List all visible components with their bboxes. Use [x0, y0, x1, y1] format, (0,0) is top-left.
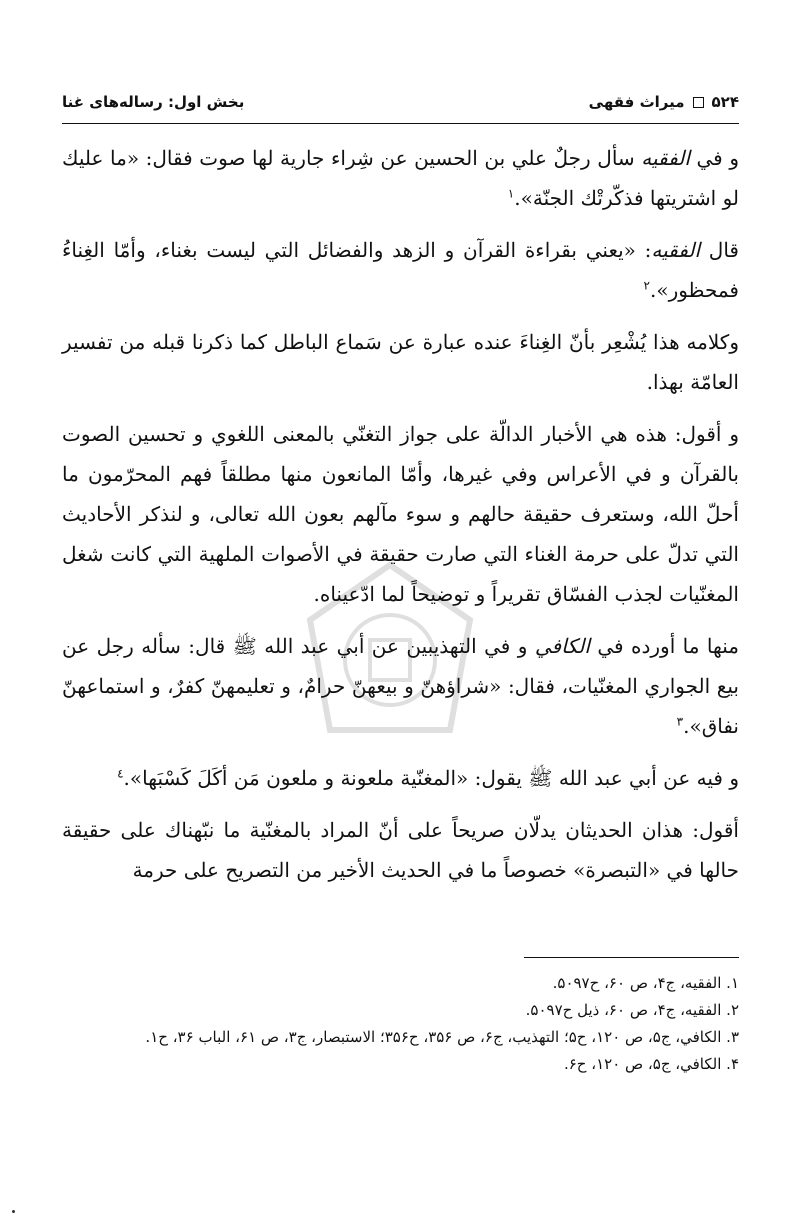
paragraph-3: وكلامه هذا يُشْعِر بأنّ الغِناءَ عنده عبارة عن سَماع الباطل كما ذكرنا قبله من تفسير العامّة بهذا. — [62, 330, 739, 394]
footnote-ref: ١ — [507, 186, 515, 201]
running-header — [62, 88, 739, 116]
paragraph-2: قال الفقيه: «يعني بقراءة القرآن و الزهد والفضائل التي ليست بغناء، وأمّا الغِناءُ فمحظور».$^٢$ — [62, 238, 739, 302]
paragraph-5: منها ما أورده في الكافي و في التهذيبين عن أبي عبد الله ﷺ قال: سأله رجل عن بيع الجواري المغنّيات، فقال: «شراؤهنّ و بيعهنّ حرامٌ، و تعليمهنّ كفرٌ، و استماعهنّ نفاق».$^٣$ — [62, 634, 739, 738]
footnote-4: ۴. الكافي، ج۵، ص ۱۲۰، ح۶. — [563, 1055, 739, 1073]
footnote-ref: ٣ — [676, 714, 684, 729]
footnote-1: ١. الفقيه، ج۴، ص ۶۰، ح۵۰۹۷. — [552, 974, 739, 992]
footnote-2: ٢. الفقيه، ج۴، ص ۶۰، ذيل ح۵۰۹۷. — [525, 1001, 739, 1019]
footnote-ref: ٤ — [117, 766, 124, 781]
paragraph-4: و أقول: هذه هي الأخبار الدالّة على جواز التغنّي بالمعنى اللغوي و تحسين الصوت بالقرآن و في الأعراس وفي غيرها، وأمّا المانعون منها مطلقاً فهم المحرّمون ما أحلّ الله، وستعرف حقيقة حالهم و سوء مآلهم بعون الله تعالى، و لنذكر الأحاديث التي تدلّ على حرمة الغناء التي صارت حقيقة في الأصوات الملهية التي كانت شغل المغنّيات لجذب الفسّاق تقريراً و توضيحاً لما ادّعيناه. — [62, 422, 739, 606]
header-rule — [62, 123, 739, 124]
page-number: ۵۲۴ — [711, 93, 739, 111]
footnote-separator — [524, 957, 739, 958]
footnote-ref: ٢ — [643, 278, 650, 293]
square-bullet-icon — [693, 97, 704, 108]
book-title: میراث فقهی — [588, 93, 685, 111]
paragraph-1: و في الفقيه سأل رجلٌ علي بن الحسين عن شِراء جارية لها صوت فقال: «ما عليك لو اشتريتها فذكّرتْك الجنّة».$^١$ — [62, 146, 739, 210]
footnote-3: ٣. الكافي، ج۵، ص ۱۲۰، ح۵؛ التهذيب، ج۶، ص ۳۵۶، ح۳۵۶؛ الاستبصار، ج۳، ص ۶۱، الباب ۳۶، ح۱. — [145, 1028, 739, 1046]
main-text — [62, 138, 739, 902]
paragraph-7: أقول: هذان الحديثان يدلّان صريحاً على أنّ المراد بالمغنّية ما نبّهناك على حقيقة حالها في «التبصرة» خصوصاً ما في الحديث الأخير من التصريح على حرمة — [62, 818, 739, 882]
section-title: بخش اول: رساله‌های غنا — [62, 93, 245, 111]
paragraph-6: و فيه عن أبي عبد الله ﷺ يقول: «المغنّية ملعونة و ملعون مَن أكَلَ كَسْبَها».$^٤$ — [117, 766, 739, 790]
header-page-info — [589, 93, 739, 111]
scan-speck — [12, 1210, 15, 1213]
footnotes — [62, 970, 739, 1078]
